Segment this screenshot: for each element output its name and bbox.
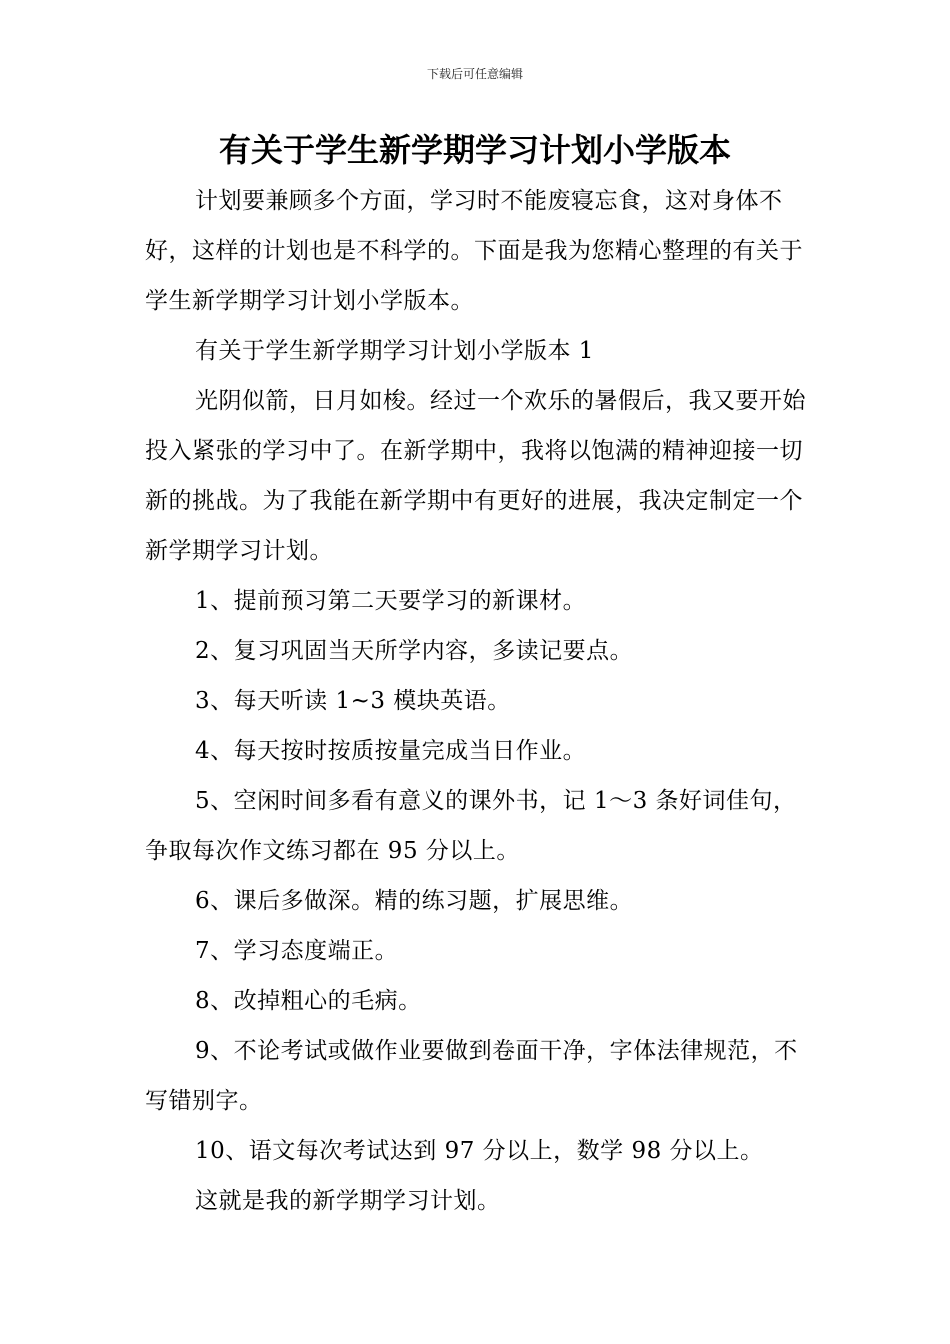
plan-item-5: 5、空闲时间多看有意义的课外书，记 1～3 条好词佳句，争取每次作文练习都在 95 分以上。: [145, 788, 797, 864]
document-body: [145, 176, 810, 1226]
plan-item-1: 1、提前预习第二天要学习的新课材。: [195, 588, 587, 614]
plan-item-2: 2、复习巩固当天所学内容，多读记要点。: [195, 638, 634, 664]
plan-item-9: 9、不论考试或做作业要做到卷面干净，字体法律规范，不写错别字。: [145, 1038, 798, 1114]
plan-item-8: 8、改掉粗心的毛病。: [195, 988, 422, 1014]
plan-item-3: 3、每天听读 1~3 模块英语。: [195, 688, 511, 714]
plan-item-4: 4、每天按时按质按量完成当日作业。: [195, 738, 587, 764]
section-heading: 有关于学生新学期学习计划小学版本 1: [195, 338, 594, 364]
header-note: 下载后可任意编辑: [426, 67, 523, 81]
document-title: 有关于学生新学期学习计划小学版本: [218, 131, 731, 169]
plan-item-6: 6、课后多做深。精的练习题，扩展思维。: [195, 888, 634, 914]
intro-paragraph: 计划要兼顾多个方面，学习时不能废寝忘食，这对身体不好，这样的计划也是不科学的。下面是我为您精心整理的有关于学生新学期学习计划小学版本。: [145, 188, 803, 314]
plan-item-7: 7、学习态度端正。: [195, 938, 399, 964]
closing-paragraph: 这就是我的新学期学习计划。: [195, 1188, 501, 1214]
section-intro-paragraph: 光阴似箭，日月如梭。经过一个欢乐的暑假后，我又要开始投入紧张的学习中了。在新学期中，我将以饱满的精神迎接一切新的挑战。为了我能在新学期中有更好的进展，我决定制定一个新学期学习计划。: [145, 388, 806, 564]
plan-item-10: 10、语文每次考试达到 97 分以上，数学 98 分以上。: [195, 1138, 764, 1164]
